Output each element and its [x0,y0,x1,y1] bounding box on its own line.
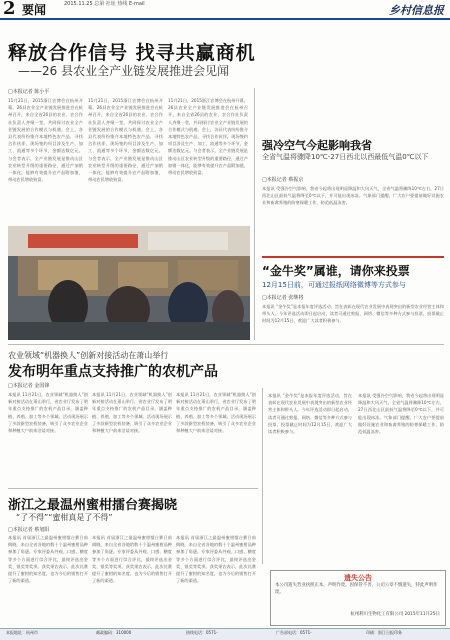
weather-body: 本报讯 受强冷空气影响，我省今起将出现明显降温和大风天气，全省气温将骤降10℃左右，27日西北山区最低气温将降至0℃以下，并可能出现冰冻。气象部门提醒，广大农户要提前做好设施农业和畜禽养殖的防寒保暖工作，防范低温冻害。 [262,186,444,206]
section-rule [8,344,444,345]
masthead [0,0,450,20]
right-column-1: 本报讯 “金牛奖”是本报年度评选活动，旨在表彰在现代农业发展中表现突出的新型农业经营主体和带头人。今年评选活动即日起启动，读者可通过剪报、网络、微信等多种方式参与投票，投票截止时间为12月15日，欢迎广大读者积极参与。 [268,393,352,435]
mid-byline: □本报记者 金国锋 [8,383,50,389]
section-rule [8,488,258,489]
lead-headline: 释放合作信号 找寻共赢商机 [8,42,256,64]
weather-headline: 强冷空气今起影响我省 [262,139,372,152]
footer-cell: 热线电话：0571- [186,630,218,635]
footer-cell: 本报地址：杭州市 [6,630,38,635]
newspaper-brand: 乡村信息报 [389,4,444,17]
tea-headline: 浙江之最温州蜜柑擂台赛揭晓 [8,498,178,513]
notice-title: 遗失公告 [344,574,372,582]
footer-cell: 邮政编码：310000 [96,630,132,635]
mid-kicker: 农业领域“机器换人”创新对接活动在萧山举行 [8,351,169,360]
column-rule [254,88,255,340]
tea-column-2: 本报讯 首届浙江之最温州蜜柑擂台赛日前揭晓，来自全省各地的数十个温州蜜柑品种参加了角逐。专家评委从外观、口感、糖度等多个方面进行综合评比，最终评选出金奖、银奖等奖项。获奖果农表示，此次比赛提升了蜜柑的知名度，也为今后的销售打开了新的渠道。 [92,535,172,584]
footer-cell: 印刷：浙江日报印务 [366,630,402,635]
tea-column-3: 本报讯 首届浙江之最温州蜜柑擂台赛日前揭晓，来自全省各地的数十个温州蜜柑品种参加了角逐。专家评委从外观、口感、糖度等多个方面进行综合评比，最终评选出金奖、银奖等奖项。获奖果农表示，此次比赛提升了蜜柑的知名度，也为今后的销售打开了新的渠道。 [176,535,256,584]
lead-subhead: ——26 县农业全产业链发展推进会见闻 [18,64,230,78]
golden-body: 本报讯 “金牛奖”是本报年度评选活动，旨在表彰在现代农业发展中表现突出的新型农业经营主体和带头人。今年评选活动即日起启动，读者可通过剪报、网络、微信等多种方式参与投票，投票截止时间为12月15日，欢迎广大读者积极参与。 [262,304,444,324]
tea-kicker: “了不得”“蜜柑真是了不得” [16,513,113,522]
footer-cell: 广告部电话：0571- [276,630,312,635]
section-name: 要闻 [22,3,47,17]
mid-column-3: 本报讯 11月21日，农业领域“机器换人”创新对接活动在萧山举行，省农业厅发布了明年重点支持推广的农机产品目录，涵盖种植、养殖、加工等多个领域。活动现场展示了多款新型农机装备，吸引了众多农业企业和种植大户前来洽谈对接。 [176,392,256,434]
fair-photo-image [8,226,250,340]
lead-column-3: 11月21日，2015浙江农博会在杭州开幕。26县农业全产业链发展推进会在杭州召开，来自全省26县的农业、农合作社负责人齐聚一堂，共同探讨农业全产业链发展的合作模式与机遇。会上，各县代表纷纷推介本地特色农产品，寻找合作伙伴，现场签约项目涉及生产、加工、流通等多个环节，金额达数亿元。与会者表示，全产业链发展是推动山区农业转型升级的重要路径，通过产加销一体化，能够有效提升农产品附加值，带动农民增收致富。 [168,98,248,176]
fair-photo [8,226,250,340]
golden-subtitle: 12月15日前，可通过报纸网络微博等方式参与 [262,281,406,289]
golden-byline: □本报记者 张继将 [262,295,304,301]
lead-column-2: 11月21日，2015浙江农博会在杭州开幕。26县农业全产业链发展推进会在杭州召开，来自全省26县的农业、农合作社负责人齐聚一堂，共同探讨农业全产业链发展的合作模式与机遇。会上，各县代表纷纷推介本地特色农产品，寻找合作伙伴，现场签约项目涉及生产、加工、流通等多个环节，金额达数亿元。与会者表示，全产业链发展是推动山区农业转型升级的重要路径，通过产加销一体化，能够有效提升农产品附加值，带动农民增收致富。 [88,98,163,183]
issue-info: 2015.11.25 总第 社址 热线 E-mail [64,1,145,7]
notice-sign: 杭州利川生物化工有限公司 2015年11月25日 [350,612,440,617]
mid-column-2: 本报讯 11月21日，农业领域“机器换人”创新对接活动在萧山举行，省农业厅发布了明年重点支持推广的农机产品目录，涵盖种植、养殖、加工等多个领域。活动现场展示了多款新型农机装备，吸引了众多农业企业和种植大户前来洽谈对接。 [92,392,172,434]
page-footer [0,628,450,640]
column-rule [262,388,263,564]
weather-subtitle: 全省气温将骤降10℃-27日西北以西最低气温0℃以下 [262,153,429,161]
tea-column-1: 本报讯 首届浙江之最温州蜜柑擂台赛日前揭晓，来自全省各地的数十个温州蜜柑品种参加了角逐。专家评委从外观、口感、糖度等多个方面进行综合评比，最终评选出金奖、银奖等奖项。获奖果农表示，此次比赛提升了蜜柑的知名度，也为今后的销售打开了新的渠道。 [8,535,88,584]
golden-headline: “金牛奖”属谁，请你来投票 [262,264,410,278]
mid-column-1: 本报讯 11月21日，农业领域“机器换人”创新对接活动在萧山举行，省农业厅发布了明年重点支持推广的农机产品目录，涵盖种植、养殖、加工等多个领域。活动现场展示了多款新型农机装备，吸引了众多农业企业和种植大户前来洽谈对接。 [8,392,88,434]
lost-notice [270,570,446,626]
mid-headline: 发布明年重点支持推广的农机产品 [8,364,218,380]
page-number: 2 [3,0,16,19]
right-column-2: 本报讯 受强冷空气影响，我省今起将出现明显降温和大风天气，全省气温将骤降10℃左右，27日西北山区最低气温将降至0℃以下，并可能出现冰冻。气象部门提醒，广大农户要提前做好设施农业和畜禽养殖的防寒保暖工作，防范低温冻害。 [358,393,444,435]
golden-divider [262,256,444,258]
weather-byline: □本报记者 蔡振京 [262,177,304,183]
tea-byline: □本报记者 蔡旭阳 [8,527,50,533]
lead-byline: □本报记者 陈小平 [8,89,50,95]
lead-column-1: 11月21日，2015浙江农博会在杭州开幕。26县农业全产业链发展推进会在杭州召开，来自全省26县的农业、农合作社负责人齐聚一堂，共同探讨农业全产业链发展的合作模式与机遇。会上，各县代表纷纷推介本地特色农产品，寻找合作伙伴，现场签约项目涉及生产、加工、流通等多个环节，金额达数亿元。与会者表示，全产业链发展是推动山区农业转型升级的重要路径，通过产加销一体化，能够有效提升农产品附加值，带动农民增收致富。 [8,98,83,183]
notice-body: 本公司遗失营业执照正本，声明作废。因保管不善，公司公章不慎遗失，特此声明作废。 [275,583,438,595]
